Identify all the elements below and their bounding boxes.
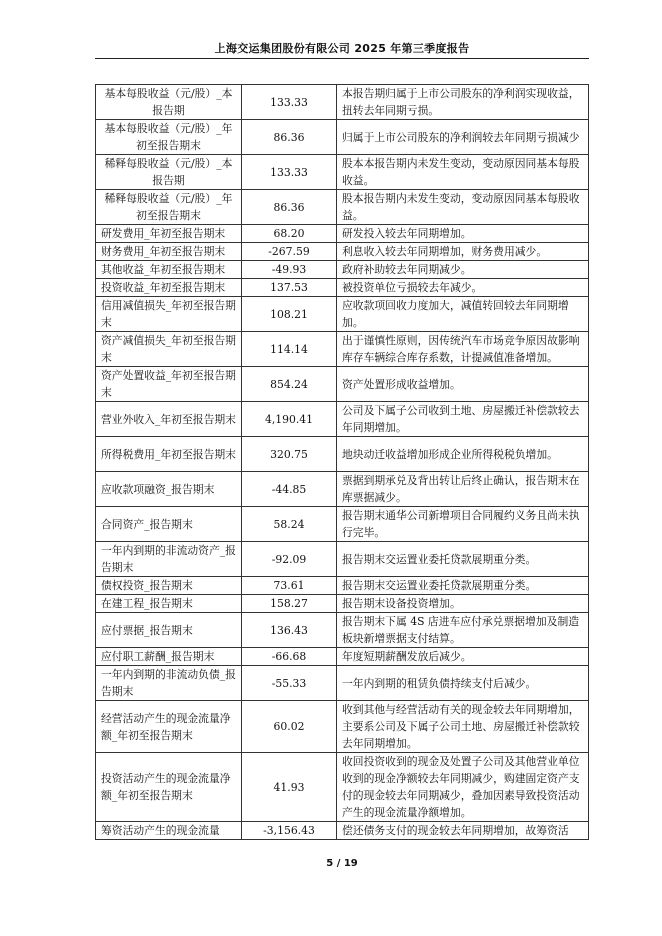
ratio-cell: 86.36 (242, 120, 337, 155)
item-cell (96, 507, 242, 542)
ratio-cell: -55.33 (242, 666, 337, 701)
item-cell (96, 120, 242, 155)
item-cell (96, 367, 242, 402)
item-cell (96, 332, 242, 367)
reason-text: 被投资单位亏损较去年减少。 (342, 281, 483, 294)
reason-text: 票据到期承兑及背出转让后终止确认，报告期末在库票据减少。 (342, 474, 580, 504)
ratio-cell: 86.36 (242, 190, 337, 225)
ratio-cell: 136.43 (242, 613, 337, 648)
ratio-cell: 4,190.41 (242, 402, 337, 437)
item-cell (96, 613, 242, 648)
item-label: 一年内到期的非流动资产_报告期末 (101, 544, 236, 574)
ratio-cell: 41.93 (242, 753, 337, 822)
item-label: 资产减值损失_年初至报告期末 (101, 334, 236, 364)
reason-text: 地块动迁收益增加形成企业所得税税负增加。 (342, 447, 558, 461)
item-cell (96, 297, 242, 332)
ratio-cell: 854.24 (242, 367, 337, 402)
reason-cell (337, 402, 589, 437)
ratio-cell: 60.02 (242, 701, 337, 753)
reason-cell (337, 279, 589, 297)
reason-cell (337, 85, 589, 120)
table-row (96, 701, 589, 753)
table-row (96, 472, 589, 507)
reason-cell (337, 666, 589, 701)
ratio-cell: -44.85 (242, 472, 337, 507)
table-row (96, 595, 589, 613)
item-label: 应付职工薪酬_报告期末 (101, 650, 215, 663)
item-cell (96, 595, 242, 613)
item-label: 基本每股收益（元/股）_本报告期 (104, 87, 233, 117)
item-label: 所得税费用_年初至报告期末 (101, 447, 236, 461)
item-label: 应付票据_报告期末 (101, 623, 193, 637)
table-row (96, 753, 589, 822)
reason-text: 出于谨慎性原则，因传统汽车市场竞争原因故影响库存车辆综合库存系数，计提减值准备增加。 (342, 334, 580, 364)
table-row (96, 437, 589, 472)
item-cell (96, 243, 242, 261)
table-row (96, 542, 589, 577)
reason-text: 股本本报告期内未发生变动，变动原因同基本每股收益。 (342, 157, 580, 187)
item-cell (96, 85, 242, 120)
item-label: 投资活动产生的现金流量净额_年初至报告期末 (101, 772, 231, 802)
reason-text: 报告期末交运置业委托贷款展期重分类。 (342, 579, 537, 592)
item-cell (96, 437, 242, 472)
ratio-cell: -3,156.43 (242, 822, 337, 840)
report-header: 上海交运集团股份有限公司 2025 年第三季度报告 (214, 42, 470, 55)
reason-cell (337, 332, 589, 367)
item-cell (96, 666, 242, 701)
reason-cell (337, 595, 589, 613)
ratio-cell: 158.27 (242, 595, 337, 613)
item-cell (96, 261, 242, 279)
reason-cell (337, 190, 589, 225)
ratio-cell: -267.59 (242, 243, 337, 261)
change-reason-table (95, 84, 589, 840)
item-label: 经营活动产生的现金流量净额_年初至报告期末 (101, 711, 231, 742)
reason-cell (337, 437, 589, 472)
item-cell (96, 190, 242, 225)
page-number: 5 / 19 (326, 858, 358, 869)
item-cell (96, 155, 242, 190)
table-row (96, 190, 589, 225)
item-label: 投资收益_年初至报告期末 (101, 281, 226, 294)
reason-text: 本报告期归属于上市公司股东的净利润实现收益，扭转去年同期亏损。 (342, 87, 580, 117)
item-cell (96, 542, 242, 577)
ratio-cell: -66.68 (242, 648, 337, 666)
reason-cell (337, 367, 589, 402)
table-row (96, 225, 589, 243)
table-row (96, 613, 589, 648)
ratio-cell: 58.24 (242, 507, 337, 542)
item-label: 信用减值损失_年初至报告期末 (101, 299, 236, 329)
item-label: 资产处置收益_年初至报告期末 (101, 369, 236, 399)
ratio-cell: 320.75 (242, 437, 337, 472)
table-row (96, 822, 589, 840)
table-row (96, 243, 589, 261)
ratio-cell: -92.09 (242, 542, 337, 577)
item-label: 稀释每股收益（元/股）_本报告期 (104, 157, 233, 187)
item-label: 稀释每股收益（元/股）_年初至报告期末 (104, 192, 233, 222)
ratio-cell: 133.33 (242, 155, 337, 190)
reason-cell (337, 225, 589, 243)
reason-cell (337, 472, 589, 507)
reason-text: 报告期末设备投资增加。 (342, 597, 461, 610)
reason-cell (337, 613, 589, 648)
item-cell (96, 472, 242, 507)
item-label: 应收款项融资_报告期末 (101, 482, 215, 496)
reason-text: 偿还债务支付的现金较去年同期增加，故筹资活 (342, 824, 569, 837)
item-label: 合同资产_报告期末 (101, 517, 193, 531)
reason-text: 政府补助较去年同期减少。 (342, 263, 472, 276)
reason-cell (337, 753, 589, 822)
table-row (96, 648, 589, 666)
item-cell (96, 648, 242, 666)
table-row (96, 155, 589, 190)
item-label: 一年内到期的非流动负债_报告期末 (101, 668, 236, 698)
reason-text: 研发投入较去年同期增加。 (342, 227, 472, 240)
reason-text: 报告期末通华公司新增项目合同履约义务且尚未执行完毕。 (342, 509, 580, 539)
table-row (96, 402, 589, 437)
ratio-cell: 108.21 (242, 297, 337, 332)
item-cell (96, 577, 242, 595)
reason-text: 股本报告期内未发生变动，变动原因同基本每股收益。 (342, 192, 580, 222)
item-label: 财务费用_年初至报告期末 (101, 245, 226, 258)
reason-cell (337, 822, 589, 840)
table-row (96, 577, 589, 595)
reason-cell (337, 701, 589, 753)
item-cell (96, 822, 242, 840)
reason-text: 公司及下属子公司收到土地、房屋搬迁补偿款较去年同期增加。 (342, 404, 580, 434)
ratio-cell: 73.61 (242, 577, 337, 595)
reason-text: 年度短期薪酬发放后减少。 (342, 650, 472, 663)
table-row (96, 85, 589, 120)
ratio-cell: 114.14 (242, 332, 337, 367)
table-row (96, 332, 589, 367)
item-label: 在建工程_报告期末 (101, 597, 193, 610)
reason-cell (337, 120, 589, 155)
table-row (96, 297, 589, 332)
ratio-cell: 68.20 (242, 225, 337, 243)
reason-cell (337, 648, 589, 666)
reason-text: 报告期末交运置业委托贷款展期重分类。 (342, 552, 537, 566)
item-cell (96, 402, 242, 437)
item-cell (96, 701, 242, 753)
item-label: 筹资活动产生的现金流量 (101, 824, 220, 837)
table-row (96, 666, 589, 701)
reason-cell (337, 577, 589, 595)
item-cell (96, 279, 242, 297)
reason-text: 应收款项回收力度加大，减值转回较去年同期增加。 (342, 299, 569, 329)
reason-cell (337, 261, 589, 279)
reason-text: 资产处置形成收益增加。 (342, 377, 461, 391)
item-label: 营业外收入_年初至报告期末 (101, 412, 236, 426)
header-divider (95, 58, 589, 59)
ratio-cell: 137.53 (242, 279, 337, 297)
table-row (96, 367, 589, 402)
ratio-cell: 133.33 (242, 85, 337, 120)
item-label: 基本每股收益（元/股）_年初至报告期末 (104, 122, 233, 152)
reason-cell (337, 155, 589, 190)
table-row (96, 120, 589, 155)
reason-cell (337, 297, 589, 332)
reason-text: 归属于上市公司股东的净利润较去年同期亏损减少 (342, 130, 580, 144)
table-row (96, 507, 589, 542)
reason-cell (337, 243, 589, 261)
item-label: 研发费用_年初至报告期末 (101, 227, 226, 240)
table-row (96, 261, 589, 279)
reason-text: 收回投资收到的现金及处置子公司及其他营业单位收到的现金净额较去年同期减少，购建固定资产支付的现金较去年同期减少，叠加因素导致投资活动产生的现金流量净额增加。 (342, 755, 580, 819)
item-label: 其他收益_年初至报告期末 (101, 263, 226, 276)
reason-text: 一年内到期的租赁负债持续支付后减少。 (342, 676, 537, 690)
reason-cell (337, 542, 589, 577)
ratio-cell: -49.93 (242, 261, 337, 279)
reason-text: 利息收入较去年同期增加，财务费用减少。 (342, 245, 548, 258)
reason-text: 报告期末下属 4S 店进车应付承兑票据增加及制造板块新增票据支付结算。 (342, 615, 580, 645)
item-cell (96, 753, 242, 822)
reason-text: 收到其他与经营活动有关的现金较去年同期增加，主要系公司及下属子公司土地、房屋搬迁补偿款较去年同期增加。 (342, 703, 580, 750)
item-cell (96, 225, 242, 243)
reason-cell (337, 507, 589, 542)
item-label: 债权投资_报告期末 (101, 579, 193, 592)
table-row (96, 279, 589, 297)
